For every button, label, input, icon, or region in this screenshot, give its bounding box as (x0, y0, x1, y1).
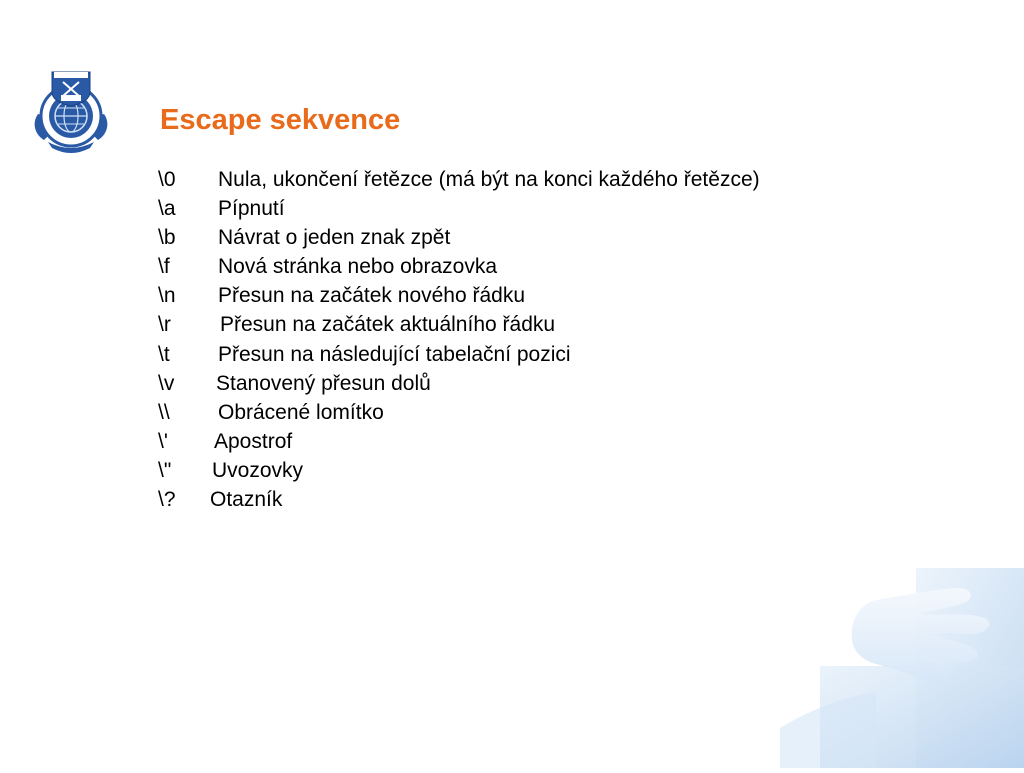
escape-code: \v (158, 371, 175, 395)
escape-description: Nula, ukončení řetězce (má být na konci každého řetězce) (218, 168, 760, 191)
list-item (158, 456, 918, 485)
list-item (158, 369, 918, 398)
escape-code: \a (158, 197, 176, 221)
list-item (158, 165, 918, 194)
list-item (158, 427, 918, 456)
escape-description: Apostrof (214, 429, 293, 453)
escape-code: \" (158, 458, 172, 482)
escape-description: Pípnutí (218, 197, 285, 221)
escape-code: \? (158, 488, 176, 512)
list-item (158, 252, 918, 281)
escape-code: \n (158, 284, 176, 308)
list-item (158, 340, 918, 369)
escape-code: \b (158, 226, 176, 250)
escape-description: Stanovený přesun dolů (216, 371, 431, 395)
escape-description: Uvozovky (212, 458, 304, 482)
escape-description: Přesun na následující tabelační pozici (218, 342, 571, 366)
escape-sequence-list (158, 165, 918, 514)
escape-description: Přesun na začátek aktuálního řádku (220, 313, 556, 337)
escape-description: Obrácené lomítko (218, 400, 384, 424)
escape-description: Návrat o jeden znak zpět (218, 226, 451, 250)
escape-code: \f (158, 255, 170, 279)
list-item (158, 310, 918, 339)
hand-photo-icon (780, 560, 1024, 768)
list-item (158, 398, 918, 427)
escape-code: \\ (158, 400, 170, 424)
escape-description: Otazník (210, 488, 283, 512)
escape-code: \' (158, 429, 168, 453)
escape-code: \r (158, 313, 171, 337)
list-item (158, 194, 918, 223)
escape-code: \0 (158, 168, 176, 191)
list-item (158, 223, 918, 252)
list-item (158, 281, 918, 310)
escape-description: Přesun na začátek nového řádku (218, 284, 526, 308)
escape-code: \t (158, 342, 170, 366)
slide-title: Escape sekvence (160, 104, 401, 136)
school-crest-icon (30, 62, 112, 154)
list-item (158, 485, 918, 514)
escape-description: Nová stránka nebo obrazovka (218, 255, 497, 279)
